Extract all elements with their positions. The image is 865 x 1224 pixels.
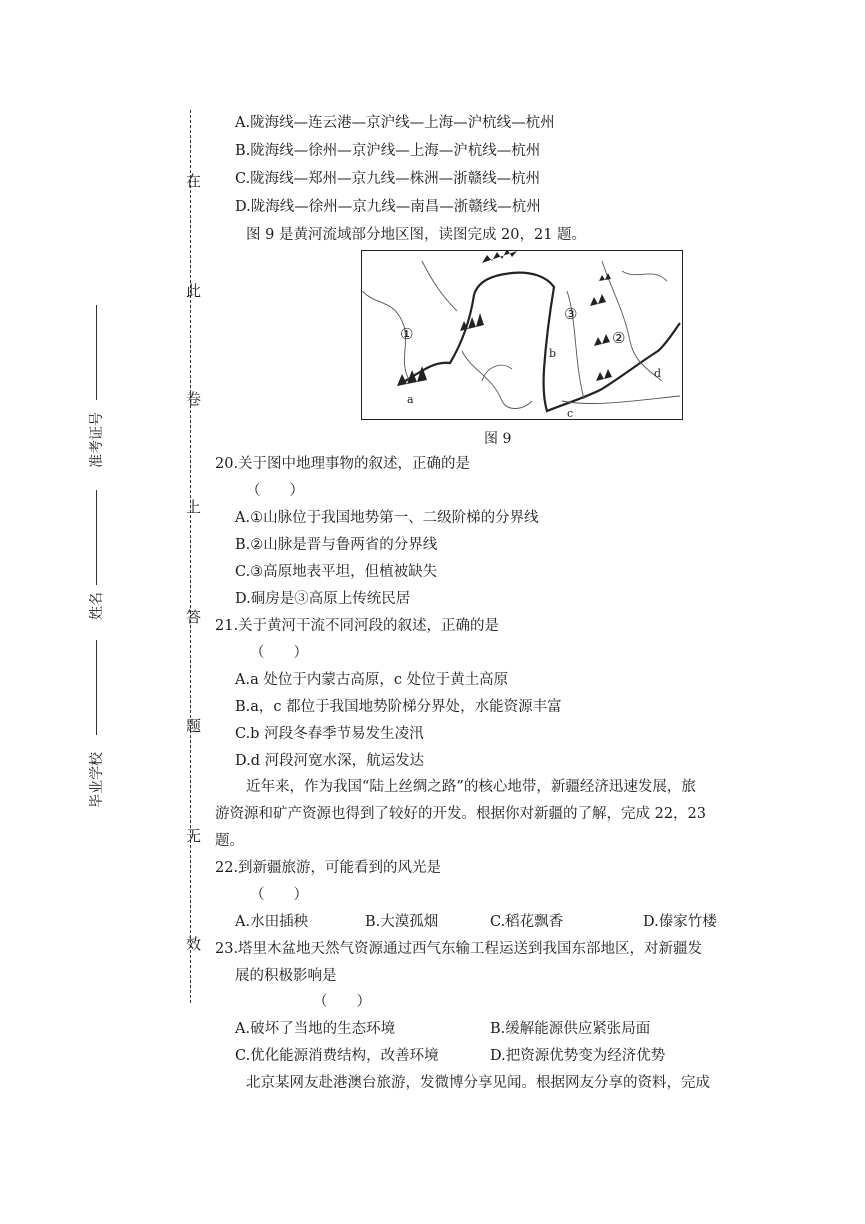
- q23-option-d: D.把资源优势变为经济优势: [490, 1048, 666, 1064]
- margin-char: 无: [186, 827, 202, 845]
- q21-stem: 21.关于黄河干流不同河段的叙述，正确的是: [215, 618, 500, 634]
- map-drawing: [362, 251, 682, 419]
- yellow-river-map: [361, 250, 683, 420]
- margin-char: 卷: [186, 390, 202, 408]
- q23-answer-paren: （ ）: [313, 994, 371, 1010]
- map-mark-a: a: [407, 393, 414, 406]
- map-intro: 图 9 是黄河流域部分地区图，读图完成 20，21 题。: [246, 227, 587, 243]
- map-mark-d: d: [654, 367, 662, 380]
- q23-option-b: B.缓解能源供应紧张局面: [490, 1021, 651, 1037]
- name-line: [96, 490, 97, 585]
- q22-answer-paren: （ ）: [250, 887, 308, 903]
- q22-option-d: D.傣家竹楼: [643, 914, 717, 930]
- map-mark-b: b: [549, 347, 557, 360]
- q21-option-b: B.a，c 都位于我国地势阶梯分界处，水能资源丰富: [235, 699, 562, 715]
- q22-stem: 22.到新疆旅游，可能看到的风光是: [215, 860, 442, 876]
- exam-id-line: [96, 305, 97, 400]
- q19-option-d: D.陇海线—徐州—京九线—南昌—浙赣线—杭州: [235, 199, 541, 215]
- xinjiang-intro-line-1: 近年来，作为我国“陆上丝绸之路”的核心地带，新疆经济迅速发展，旅: [246, 779, 696, 795]
- q20-option-a: A.①山脉位于我国地势第一、二级阶梯的分界线: [235, 510, 539, 526]
- hk-intro: 北京某网友赴港澳台旅游，发微博分享见闻。根据网友分享的资料，完成: [246, 1075, 710, 1091]
- q20-option-b: B.②山脉是晋与鲁两省的分界线: [235, 537, 438, 553]
- map-mark-1: ①: [400, 325, 414, 343]
- margin-char: 效: [186, 935, 202, 953]
- margin-char: 上: [186, 498, 202, 516]
- q22-option-b: B.大漠孤烟: [365, 914, 439, 930]
- map-mark-c: c: [567, 407, 574, 419]
- q21-option-a: A.a 处位于内蒙古高原，c 处位于黄土高原: [235, 672, 509, 688]
- q20-option-d: D.硐房是③高原上传统民居: [235, 591, 411, 607]
- q22-option-c: C.稻花飘香: [490, 914, 564, 930]
- q20-answer-paren: （ ）: [246, 483, 304, 499]
- q23-option-c: C.优化能源消费结构，改善环境: [235, 1048, 439, 1064]
- q23-stem-line-2: 展的积极影响是: [235, 968, 337, 984]
- q21-option-d: D.d 河段河宽水深，航运发达: [235, 753, 425, 769]
- q22-option-a: A.水田插秧: [235, 914, 309, 930]
- q19-option-c: C.陇海线—郑州—京九线—株洲—浙赣线—杭州: [235, 171, 541, 187]
- margin-char: 此: [186, 282, 202, 300]
- q21-option-c: C.b 河段冬春季节易发生凌汛: [235, 726, 424, 742]
- q21-answer-paren: （ ）: [250, 645, 308, 661]
- q20-stem: 20.关于图中地理事物的叙述，正确的是: [215, 456, 471, 472]
- xinjiang-intro-line-2: 游资源和矿产资源也得到了较好的开发。根据你对新疆的了解，完成 22，23: [215, 806, 707, 822]
- q23-option-a: A.破坏了当地的生态环境: [235, 1021, 396, 1037]
- q23-stem-line-1: 23.塔里木盆地天然气资源通过西气东输工程运送到我国东部地区，对新疆发: [215, 941, 703, 957]
- name-label: 姓名: [89, 592, 105, 620]
- map-mark-3: ③: [564, 305, 578, 323]
- exam-id-label: 准考证号: [89, 412, 105, 468]
- q19-option-a: A.陇海线—连云港—京沪线—上海—沪杭线—杭州: [235, 115, 555, 131]
- margin-char: 题: [186, 717, 202, 735]
- map-mark-2: ②: [612, 329, 626, 347]
- school-line: [96, 640, 97, 735]
- margin-char: 在: [186, 172, 202, 190]
- q20-option-c: C.③高原地表平坦，但植被缺失: [235, 564, 438, 580]
- q19-option-b: B.陇海线—徐州—京沪线—上海—沪杭线—杭州: [235, 143, 541, 159]
- margin-char: 答: [186, 608, 202, 626]
- map-caption: 图 9: [484, 431, 512, 447]
- school-label: 毕业学校: [89, 752, 105, 808]
- xinjiang-intro-line-3: 题。: [215, 833, 244, 849]
- binding-dashed-line: [190, 110, 191, 1003]
